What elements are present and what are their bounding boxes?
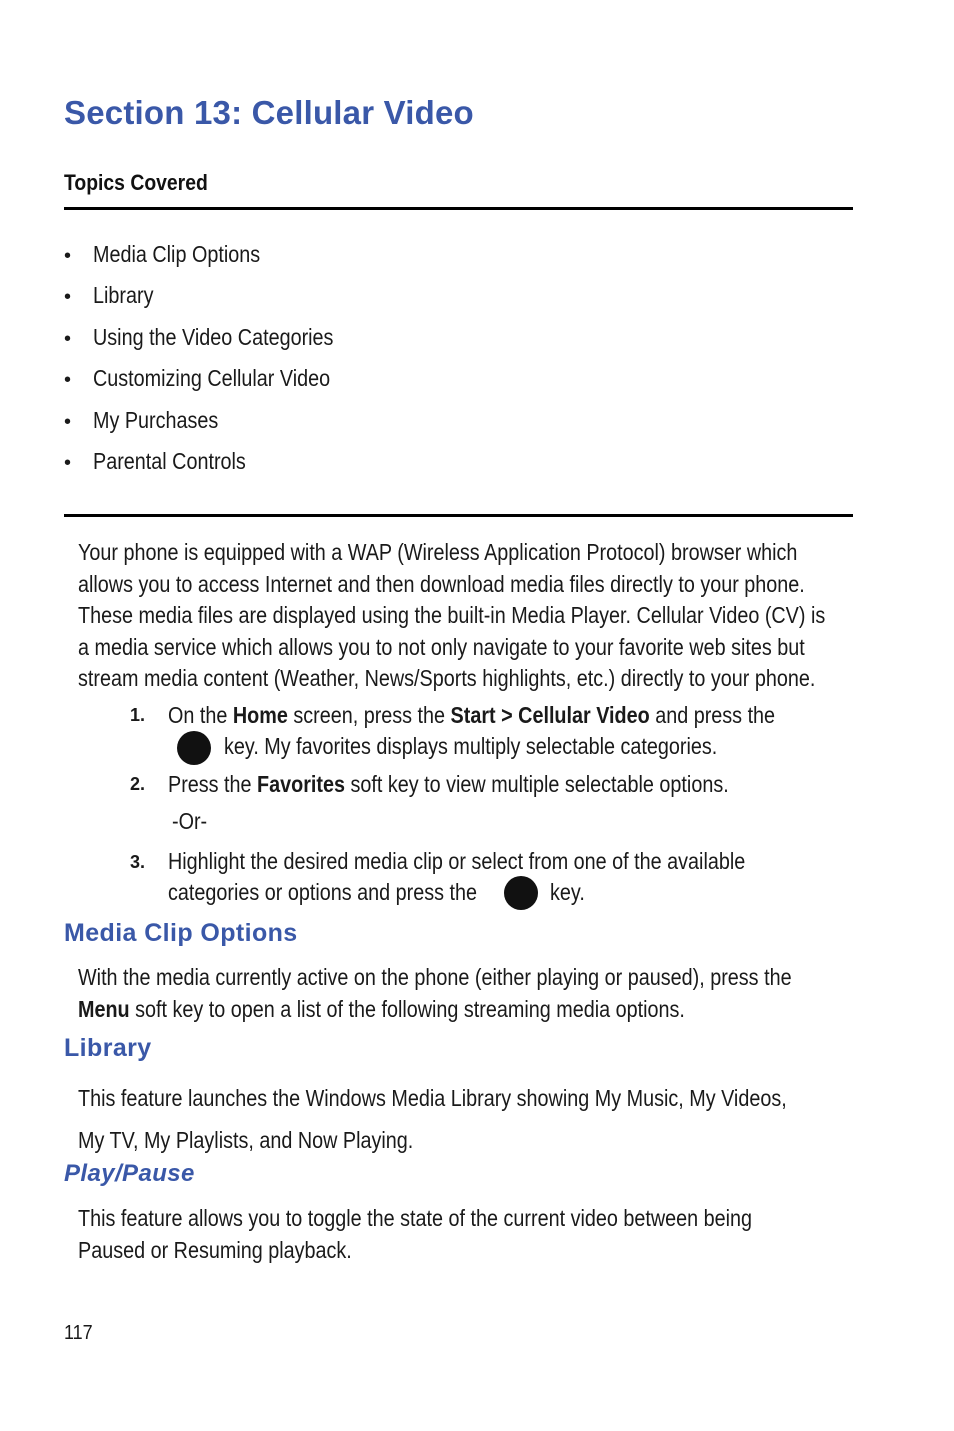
bottom-rule	[64, 514, 853, 517]
library-line2: My TV, My Playlists, and Now Playing.	[78, 1127, 414, 1153]
media-clip-paragraph	[78, 962, 792, 1025]
topic-item[interactable]	[64, 277, 373, 318]
intro-line: These media files are displayed using the built-in Media Player. Cellular Video (CV) is	[78, 602, 826, 628]
bullet: •	[64, 245, 72, 267]
step-3-line2a: categories or options and press the	[168, 879, 477, 905]
topic-item[interactable]	[64, 319, 373, 360]
play-pause-heading: Play/Pause	[64, 1160, 195, 1187]
step-2-t2: soft key to view multiple selectable options.	[344, 771, 729, 797]
bullet: •	[64, 369, 72, 392]
step-1-t1: On the	[168, 702, 233, 728]
topic-item[interactable]	[64, 402, 373, 443]
library-line1: This feature launches the Windows Media Library showing My Music, My Videos,	[78, 1085, 787, 1111]
step-1-path: Start > Cellular Video	[450, 702, 650, 728]
media-clip-line2-text: soft key to open a list of the following streaming media options.	[129, 995, 685, 1022]
topic-label: Customizing Cellular Video	[93, 365, 331, 392]
topic-item[interactable]	[64, 443, 373, 484]
library-paragraph	[78, 1077, 787, 1161]
step-1-number: 1.	[130, 705, 146, 725]
play-pause-line2: Paused or Resuming playback.	[78, 1236, 352, 1263]
menu-key-label: Menu	[78, 995, 130, 1022]
intro-line: stream media content (Weather, News/Sports highlights, etc.) directly to your phone.	[78, 665, 816, 691]
select-key-icon	[177, 731, 211, 765]
topic-label: Parental Controls	[93, 447, 246, 474]
play-pause-paragraph	[78, 1203, 752, 1266]
media-clip-heading: Media Clip Options	[64, 919, 298, 947]
topic-item[interactable]	[64, 236, 373, 277]
step-2-number: 2.	[130, 774, 146, 794]
intro-line: allows you to access Internet and then download media files directly to your phone.	[78, 570, 805, 597]
topic-label: My Purchases	[93, 406, 219, 433]
page-number: 117	[64, 1322, 93, 1344]
bullet: •	[64, 286, 72, 309]
topic-label: Library	[93, 282, 154, 309]
or-separator: -Or-	[172, 808, 208, 834]
topics-heading: Topics Covered	[64, 170, 208, 195]
step-1-t2: screen, press the	[287, 702, 451, 728]
intro-line: Your phone is equipped with a WAP (Wireless Application Protocol) browser which	[78, 539, 798, 565]
step-2-favorites: Favorites	[257, 771, 345, 797]
step-3-line1: Highlight the desired media clip or select from one of the available	[168, 848, 746, 874]
step-2-text	[168, 769, 729, 801]
topic-label: Using the Video Categories	[93, 323, 334, 350]
step-3-number: 3.	[130, 852, 146, 872]
topic-label: Media Clip Options	[93, 241, 261, 267]
bullet: •	[64, 410, 72, 433]
bullet: •	[64, 451, 72, 474]
play-pause-line1: This feature allows you to toggle the state of the current video between being	[78, 1205, 753, 1231]
topics-list	[64, 236, 373, 484]
intro-paragraph	[78, 537, 825, 695]
step-2-t1: Press the	[168, 771, 258, 797]
step-1-home: Home	[232, 702, 288, 728]
section-title: Section 13: Cellular Video	[64, 94, 474, 131]
top-rule	[64, 207, 853, 210]
intro-line: a media service which allows you to not only navigate to your favorite web sites but	[78, 633, 805, 660]
step-1-text	[168, 700, 775, 732]
bullet: •	[64, 327, 72, 350]
library-heading: Library	[64, 1034, 152, 1062]
topic-item[interactable]	[64, 360, 373, 401]
select-key-icon	[504, 876, 538, 910]
step-3-line2b: key.	[550, 879, 585, 905]
media-clip-line2	[78, 994, 792, 1026]
step-1-t3: and press the	[649, 702, 776, 728]
step-1-line2: key. My favorites displays multiply selectable categories.	[224, 733, 718, 759]
media-clip-line1: With the media currently active on the phone (either playing or paused), press the	[78, 964, 792, 990]
